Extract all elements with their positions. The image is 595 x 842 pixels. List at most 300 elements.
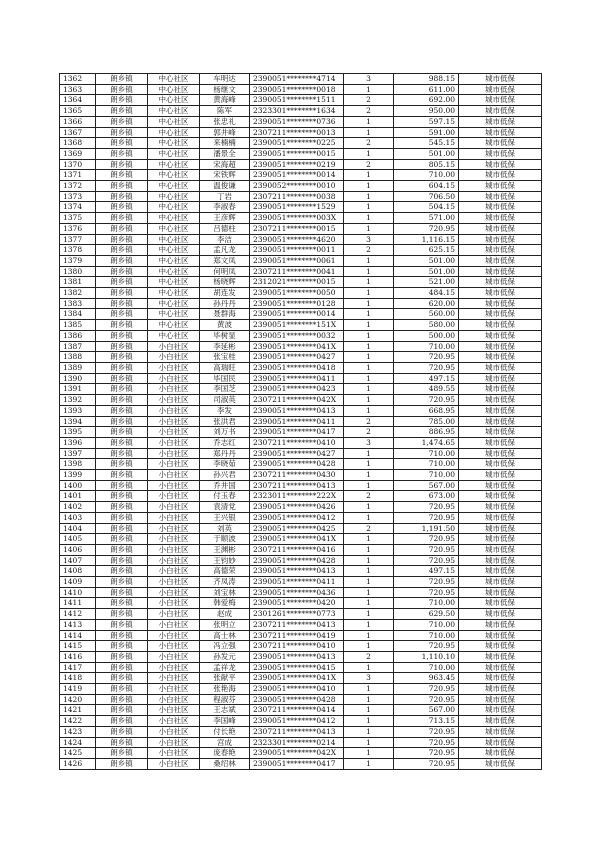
name-cell: 陈军: [200, 106, 250, 117]
assistance-type-cell: 城市低保: [459, 491, 542, 502]
amount-cell: 591.00: [394, 127, 459, 138]
household-size-cell: 1: [344, 448, 394, 459]
amount-cell: 720.95: [394, 223, 459, 234]
id-number-cell: 2390051********003X: [250, 213, 344, 224]
name-cell: 齐凤涛: [200, 577, 250, 588]
township-cell: 朗乡镇: [96, 609, 148, 620]
table-row: [60, 138, 542, 149]
household-size-cell: 1: [344, 748, 394, 759]
assistance-type-cell: 城市低保: [459, 116, 542, 127]
community-cell: 小白社区: [148, 577, 200, 588]
amount-cell: 504.15: [394, 202, 459, 213]
township-cell: 朗乡镇: [96, 598, 148, 609]
assistance-type-cell: 城市低保: [459, 341, 542, 352]
amount-cell: 720.95: [394, 694, 459, 705]
id-number-cell: 2390051********0418: [250, 362, 344, 373]
community-cell: 小白社区: [148, 619, 200, 630]
id-number-cell: 2390051********0425: [250, 523, 344, 534]
community-cell: 中心社区: [148, 181, 200, 192]
table-row: [60, 491, 542, 502]
household-size-cell: 1: [344, 694, 394, 705]
household-size-cell: 1: [344, 598, 394, 609]
row-number: 1417: [60, 662, 96, 673]
table-row: [60, 405, 542, 416]
assistance-type-cell: 城市低保: [459, 234, 542, 245]
assistance-type-cell: 城市低保: [459, 148, 542, 159]
table-row: [60, 619, 542, 630]
assistance-type-cell: 城市低保: [459, 459, 542, 470]
household-size-cell: 1: [344, 341, 394, 352]
assistance-type-cell: 城市低保: [459, 470, 542, 481]
amount-cell: 950.00: [394, 106, 459, 117]
household-size-cell: 1: [344, 116, 394, 127]
assistance-type-cell: 城市低保: [459, 737, 542, 748]
community-cell: 小白社区: [148, 491, 200, 502]
id-number-cell: 2390052********0010: [250, 181, 344, 192]
township-cell: 朗乡镇: [96, 641, 148, 652]
assistance-type-cell: 城市低保: [459, 534, 542, 545]
table-row: [60, 255, 542, 266]
township-cell: 朗乡镇: [96, 116, 148, 127]
row-number: 1423: [60, 726, 96, 737]
community-cell: 小白社区: [148, 416, 200, 427]
table-row: [60, 587, 542, 598]
table-row: [60, 74, 542, 85]
name-cell: 赵成: [200, 609, 250, 620]
amount-cell: 720.95: [394, 577, 459, 588]
id-number-cell: 2390051********0417: [250, 427, 344, 438]
row-number: 1374: [60, 202, 96, 213]
assistance-type-cell: 城市低保: [459, 405, 542, 416]
household-size-cell: 3: [344, 234, 394, 245]
name-cell: 张明立: [200, 619, 250, 630]
name-cell: 王钧妙: [200, 555, 250, 566]
table-row: [60, 106, 542, 117]
name-cell: 张洪君: [200, 416, 250, 427]
name-cell: 郑丹丹: [200, 448, 250, 459]
id-number-cell: 2390051********0413: [250, 566, 344, 577]
community-cell: 小白社区: [148, 587, 200, 598]
table-row: [60, 213, 542, 224]
table-row: [60, 748, 542, 759]
table-row: [60, 598, 542, 609]
household-size-cell: 1: [344, 181, 394, 192]
table-row: [60, 352, 542, 363]
amount-cell: 720.95: [394, 534, 459, 545]
township-cell: 朗乡镇: [96, 459, 148, 470]
id-number-cell: 2390051********041X: [250, 534, 344, 545]
id-number-cell: 2307211********0410: [250, 641, 344, 652]
household-size-cell: 1: [344, 609, 394, 620]
household-size-cell: 3: [344, 673, 394, 684]
row-number: 1424: [60, 737, 96, 748]
id-number-cell: 2390051********0423: [250, 384, 344, 395]
name-cell: 杨晓辉: [200, 277, 250, 288]
name-cell: 郑文凤: [200, 255, 250, 266]
assistance-type-cell: 城市低保: [459, 277, 542, 288]
amount-cell: 720.95: [394, 726, 459, 737]
name-cell: 袁清党: [200, 502, 250, 513]
amount-cell: 710.00: [394, 662, 459, 673]
community-cell: 小白社区: [148, 737, 200, 748]
household-size-cell: 1: [344, 619, 394, 630]
table-row: [60, 245, 542, 256]
community-cell: 小白社区: [148, 437, 200, 448]
id-number-cell: 2390051********0128: [250, 298, 344, 309]
amount-cell: 720.95: [394, 587, 459, 598]
community-cell: 小白社区: [148, 362, 200, 373]
household-size-cell: 1: [344, 384, 394, 395]
name-cell: 孙丹丹: [200, 298, 250, 309]
row-number: 1419: [60, 684, 96, 695]
table-row: [60, 288, 542, 299]
household-size-cell: 2: [344, 106, 394, 117]
amount-cell: 710.00: [394, 170, 459, 181]
table-row: [60, 373, 542, 384]
name-cell: 司淑英: [200, 395, 250, 406]
household-size-cell: 1: [344, 352, 394, 363]
household-size-cell: 1: [344, 534, 394, 545]
row-number: 1407: [60, 555, 96, 566]
id-number-cell: 2390051********0413: [250, 651, 344, 662]
row-number: 1387: [60, 341, 96, 352]
id-number-cell: 2390051********0411: [250, 416, 344, 427]
row-number: 1372: [60, 181, 96, 192]
household-size-cell: 1: [344, 577, 394, 588]
township-cell: 朗乡镇: [96, 373, 148, 384]
township-cell: 朗乡镇: [96, 330, 148, 341]
amount-cell: 963.45: [394, 673, 459, 684]
amount-cell: 720.95: [394, 759, 459, 770]
table-row: [60, 662, 542, 673]
assistance-type-cell: 城市低保: [459, 127, 542, 138]
name-cell: 黄海峰: [200, 95, 250, 106]
name-cell: 李晓茹: [200, 459, 250, 470]
assistance-type-cell: 城市低保: [459, 427, 542, 438]
amount-cell: 497.15: [394, 373, 459, 384]
household-size-cell: 1: [344, 544, 394, 555]
township-cell: 朗乡镇: [96, 362, 148, 373]
community-cell: 中心社区: [148, 277, 200, 288]
table-row: [60, 427, 542, 438]
table-row: [60, 309, 542, 320]
assistance-type-cell: 城市低保: [459, 352, 542, 363]
assistance-type-cell: 城市低保: [459, 255, 542, 266]
assistance-type-cell: 城市低保: [459, 74, 542, 85]
id-number-cell: 2323301********0214: [250, 737, 344, 748]
name-cell: 高士林: [200, 630, 250, 641]
township-cell: 朗乡镇: [96, 662, 148, 673]
community-cell: 小白社区: [148, 373, 200, 384]
community-cell: 小白社区: [148, 555, 200, 566]
id-number-cell: 2390051********0417: [250, 759, 344, 770]
name-cell: 车明达: [200, 74, 250, 85]
community-cell: 中心社区: [148, 288, 200, 299]
household-size-cell: 2: [344, 427, 394, 438]
table-row: [60, 737, 542, 748]
id-number-cell: 2390051********0428: [250, 555, 344, 566]
amount-cell: 629.50: [394, 609, 459, 620]
household-size-cell: 1: [344, 309, 394, 320]
table-row: [60, 459, 542, 470]
community-cell: 小白社区: [148, 523, 200, 534]
township-cell: 朗乡镇: [96, 437, 148, 448]
name-cell: 李发: [200, 405, 250, 416]
id-number-cell: 2390051********0014: [250, 170, 344, 181]
assistance-type-cell: 城市低保: [459, 416, 542, 427]
township-cell: 朗乡镇: [96, 480, 148, 491]
id-number-cell: 2390051********0011: [250, 245, 344, 256]
id-number-cell: 2307211********0041: [250, 266, 344, 277]
id-number-cell: 2390051********042X: [250, 748, 344, 759]
amount-cell: 720.95: [394, 555, 459, 566]
township-cell: 朗乡镇: [96, 448, 148, 459]
assistance-type-cell: 城市低保: [459, 330, 542, 341]
amount-cell: 710.00: [394, 598, 459, 609]
community-cell: 中心社区: [148, 320, 200, 331]
community-cell: 中心社区: [148, 138, 200, 149]
row-number: 1377: [60, 234, 96, 245]
assistance-type-cell: 城市低保: [459, 362, 542, 373]
name-cell: 孟祥龙: [200, 662, 250, 673]
assistance-type-cell: 城市低保: [459, 202, 542, 213]
table-row: [60, 759, 542, 770]
table-row: [60, 84, 542, 95]
household-size-cell: 1: [344, 266, 394, 277]
row-number: 1385: [60, 320, 96, 331]
household-size-cell: 1: [344, 737, 394, 748]
community-cell: 小白社区: [148, 448, 200, 459]
township-cell: 朗乡镇: [96, 619, 148, 630]
assistance-type-cell: 城市低保: [459, 726, 542, 737]
row-number: 1379: [60, 255, 96, 266]
township-cell: 朗乡镇: [96, 726, 148, 737]
id-number-cell: 2390051********0411: [250, 373, 344, 384]
id-number-cell: 2390051********0061: [250, 255, 344, 266]
table-row: [60, 502, 542, 513]
id-number-cell: 2390051********0420: [250, 598, 344, 609]
row-number: 1362: [60, 74, 96, 85]
id-number-cell: 2390051********0219: [250, 159, 344, 170]
table-row: [60, 148, 542, 159]
name-cell: 何明凤: [200, 266, 250, 277]
household-size-cell: 1: [344, 362, 394, 373]
amount-cell: 668.95: [394, 405, 459, 416]
id-number-cell: 2307211********0013: [250, 127, 344, 138]
name-cell: 郭井峰: [200, 127, 250, 138]
row-number: 1414: [60, 630, 96, 641]
amount-cell: 710.00: [394, 630, 459, 641]
assistance-type-cell: 城市低保: [459, 630, 542, 641]
row-number: 1388: [60, 352, 96, 363]
assistance-type-cell: 城市低保: [459, 95, 542, 106]
name-cell: 程淑芬: [200, 694, 250, 705]
township-cell: 朗乡镇: [96, 245, 148, 256]
amount-cell: 501.00: [394, 266, 459, 277]
household-size-cell: 1: [344, 373, 394, 384]
assistance-type-cell: 城市低保: [459, 320, 542, 331]
household-size-cell: 1: [344, 555, 394, 566]
row-number: 1415: [60, 641, 96, 652]
township-cell: 朗乡镇: [96, 74, 148, 85]
community-cell: 中心社区: [148, 95, 200, 106]
community-cell: 小白社区: [148, 544, 200, 555]
township-cell: 朗乡镇: [96, 544, 148, 555]
township-cell: 朗乡镇: [96, 181, 148, 192]
household-size-cell: 1: [344, 630, 394, 641]
household-size-cell: 3: [344, 74, 394, 85]
row-number: 1397: [60, 448, 96, 459]
amount-cell: 611.00: [394, 84, 459, 95]
township-cell: 朗乡镇: [96, 277, 148, 288]
amount-cell: 720.95: [394, 362, 459, 373]
amount-cell: 501.00: [394, 148, 459, 159]
household-size-cell: 1: [344, 459, 394, 470]
table-row: [60, 544, 542, 555]
household-size-cell: 1: [344, 405, 394, 416]
name-cell: 吕德柱: [200, 223, 250, 234]
amount-cell: 497.15: [394, 566, 459, 577]
table-row: [60, 330, 542, 341]
table-row: [60, 170, 542, 181]
amount-cell: 710.00: [394, 448, 459, 459]
assistance-type-cell: 城市低保: [459, 598, 542, 609]
community-cell: 小白社区: [148, 630, 200, 641]
name-cell: 丁岩: [200, 191, 250, 202]
community-cell: 小白社区: [148, 748, 200, 759]
name-cell: 孙兴君: [200, 470, 250, 481]
name-cell: 韩爱梅: [200, 598, 250, 609]
assistance-type-cell: 城市低保: [459, 609, 542, 620]
township-cell: 朗乡镇: [96, 491, 148, 502]
id-number-cell: 2390051********4620: [250, 234, 344, 245]
assistance-type-cell: 城市低保: [459, 480, 542, 491]
row-number: 1381: [60, 277, 96, 288]
household-size-cell: 1: [344, 662, 394, 673]
id-number-cell: 2307211********042X: [250, 395, 344, 406]
household-size-cell: 2: [344, 245, 394, 256]
name-cell: 于顺波: [200, 534, 250, 545]
table-row: [60, 159, 542, 170]
assistance-type-cell: 城市低保: [459, 512, 542, 523]
table-row: [60, 673, 542, 684]
name-cell: 黄波: [200, 320, 250, 331]
community-cell: 中心社区: [148, 234, 200, 245]
table-row: [60, 609, 542, 620]
id-number-cell: 2323011********222X: [250, 491, 344, 502]
id-number-cell: 2390051********0427: [250, 448, 344, 459]
township-cell: 朗乡镇: [96, 737, 148, 748]
township-cell: 朗乡镇: [96, 127, 148, 138]
household-size-cell: 1: [344, 298, 394, 309]
assistance-type-cell: 城市低保: [459, 684, 542, 695]
township-cell: 朗乡镇: [96, 223, 148, 234]
community-cell: 中心社区: [148, 170, 200, 181]
name-cell: 李淑春: [200, 202, 250, 213]
household-size-cell: 1: [344, 566, 394, 577]
id-number-cell: 2390051********0412: [250, 512, 344, 523]
amount-cell: 710.00: [394, 619, 459, 630]
row-number: 1411: [60, 598, 96, 609]
township-cell: 朗乡镇: [96, 748, 148, 759]
assistance-type-cell: 城市低保: [459, 619, 542, 630]
amount-cell: 620.00: [394, 298, 459, 309]
household-size-cell: 1: [344, 191, 394, 202]
amount-cell: 567.00: [394, 705, 459, 716]
amount-cell: 785.00: [394, 416, 459, 427]
township-cell: 朗乡镇: [96, 170, 148, 181]
id-number-cell: 2390051********0015: [250, 148, 344, 159]
household-size-cell: 1: [344, 395, 394, 406]
household-size-cell: 2: [344, 523, 394, 534]
row-number: 1398: [60, 459, 96, 470]
community-cell: 中心社区: [148, 74, 200, 85]
assistance-type-cell: 城市低保: [459, 191, 542, 202]
amount-cell: 625.15: [394, 245, 459, 256]
assistance-type-cell: 城市低保: [459, 555, 542, 566]
community-cell: 中心社区: [148, 84, 200, 95]
row-number: 1382: [60, 288, 96, 299]
table-row: [60, 362, 542, 373]
household-size-cell: 2: [344, 416, 394, 427]
row-number: 1408: [60, 566, 96, 577]
community-cell: 小白社区: [148, 759, 200, 770]
table-row: [60, 277, 542, 288]
name-cell: 孟凡龙: [200, 245, 250, 256]
row-number: 1402: [60, 502, 96, 513]
name-cell: 冯立强: [200, 641, 250, 652]
name-cell: 王志斌: [200, 705, 250, 716]
name-cell: 宋海超: [200, 159, 250, 170]
household-size-cell: 1: [344, 716, 394, 727]
id-number-cell: 2301261********0773: [250, 609, 344, 620]
name-cell: 王渊彬: [200, 544, 250, 555]
id-number-cell: 2307211********0419: [250, 630, 344, 641]
row-number: 1368: [60, 138, 96, 149]
row-number: 1391: [60, 384, 96, 395]
community-cell: 小白社区: [148, 384, 200, 395]
id-number-cell: 2390051********0050: [250, 288, 344, 299]
community-cell: 小白社区: [148, 641, 200, 652]
table-row: [60, 566, 542, 577]
table-row: [60, 726, 542, 737]
table-row: [60, 298, 542, 309]
assistance-type-cell: 城市低保: [459, 577, 542, 588]
table-row: [60, 716, 542, 727]
assistance-type-cell: 城市低保: [459, 673, 542, 684]
amount-cell: 710.00: [394, 470, 459, 481]
row-number: 1399: [60, 470, 96, 481]
row-number: 1413: [60, 619, 96, 630]
id-number-cell: 2307211********0416: [250, 544, 344, 555]
township-cell: 朗乡镇: [96, 138, 148, 149]
township-cell: 朗乡镇: [96, 106, 148, 117]
row-number: 1378: [60, 245, 96, 256]
assistance-type-cell: 城市低保: [459, 523, 542, 534]
township-cell: 朗乡镇: [96, 213, 148, 224]
amount-cell: 720.95: [394, 395, 459, 406]
amount-cell: 1,110.10: [394, 651, 459, 662]
assistance-type-cell: 城市低保: [459, 544, 542, 555]
name-cell: 宋铁辉: [200, 170, 250, 181]
household-size-cell: 2: [344, 651, 394, 662]
community-cell: 小白社区: [148, 341, 200, 352]
row-number: 1363: [60, 84, 96, 95]
amount-cell: 673.00: [394, 491, 459, 502]
community-cell: 中心社区: [148, 266, 200, 277]
household-size-cell: 1: [344, 288, 394, 299]
id-number-cell: 2390051********0032: [250, 330, 344, 341]
